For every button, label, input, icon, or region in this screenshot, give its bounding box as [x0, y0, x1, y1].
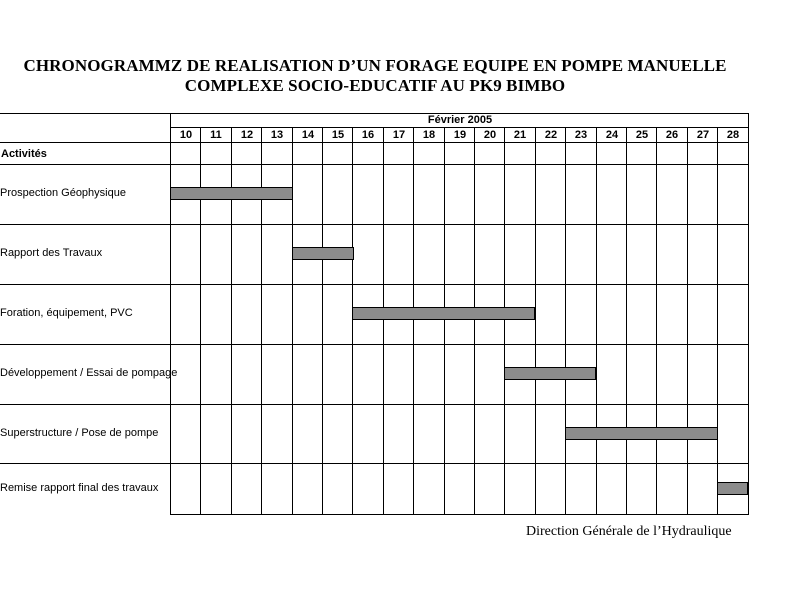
day-header-20: 20: [483, 129, 497, 141]
footer-signature: Direction Générale de l’Hydraulique: [526, 524, 732, 539]
activities-header: Activités: [1, 148, 47, 160]
grid-line-col-10: [474, 127, 475, 515]
grid-line-col-18: [717, 127, 718, 515]
grid-line-col-15: [626, 127, 627, 515]
grid-line-label-col: [170, 113, 171, 515]
day-header-14: 14: [301, 129, 315, 141]
gantt-bar: [170, 187, 293, 200]
grid-line-col-5: [322, 127, 323, 515]
day-header-17: 17: [392, 129, 406, 141]
activity-label: Remise rapport final des travaux: [0, 482, 159, 494]
activity-label: Prospection Géophysique: [0, 187, 126, 199]
gantt-bar: [352, 307, 535, 320]
grid-line-col-17: [687, 127, 688, 515]
day-header-27: 27: [696, 129, 710, 141]
grid-line-col-6: [352, 127, 353, 515]
grid-line-col-7: [383, 127, 384, 515]
day-header-21: 21: [513, 129, 527, 141]
grid-line-row-4: [0, 404, 749, 405]
grid-line-col-13: [565, 127, 566, 515]
gantt-bar: [565, 427, 718, 440]
day-header-26: 26: [665, 129, 679, 141]
gantt-bar: [292, 247, 354, 260]
grid-line-row-3: [0, 344, 749, 345]
day-header-12: 12: [240, 129, 254, 141]
gantt-bar: [717, 482, 748, 495]
day-header-23: 23: [574, 129, 588, 141]
grid-line-row-2: [0, 284, 749, 285]
grid-line-right: [748, 113, 749, 515]
day-header-16: 16: [361, 129, 375, 141]
gantt-table: [0, 113, 749, 515]
month-header: Février 2005: [427, 114, 493, 126]
grid-line-row-0: [0, 164, 749, 165]
day-header-13: 13: [270, 129, 284, 141]
document-title-line1: CHRONOGRAMMZ DE REALISATION D’UN FORAGE EQUIPE EN POMPE MANUELLE: [23, 56, 727, 75]
day-header-22: 22: [544, 129, 558, 141]
grid-line-bottom: [171, 514, 749, 515]
day-header-11: 11: [210, 129, 222, 141]
grid-line-col-1: [200, 127, 201, 515]
grid-line-col-4: [292, 127, 293, 515]
grid-line-col-3: [261, 127, 262, 515]
activity-label: Développement / Essai de pompage: [0, 367, 178, 379]
day-header-15: 15: [331, 129, 345, 141]
grid-line-col-14: [596, 127, 597, 515]
grid-line-col-11: [504, 127, 505, 515]
day-header-10: 10: [179, 129, 193, 141]
grid-line-row-5: [0, 463, 749, 464]
gantt-bar: [504, 367, 596, 380]
grid-line-row-1: [0, 224, 749, 225]
day-header-19: 19: [453, 129, 467, 141]
grid-line-col-16: [656, 127, 657, 515]
grid-line-col-8: [413, 127, 414, 515]
day-header-25: 25: [635, 129, 649, 141]
activity-label: Superstructure / Pose de pompe: [0, 427, 159, 439]
activity-label: Rapport des Travaux: [0, 247, 103, 259]
grid-line-top: [0, 113, 749, 114]
grid-line-col-2: [231, 127, 232, 515]
day-header-28: 28: [726, 129, 740, 141]
grid-line-col-9: [444, 127, 445, 515]
grid-line-col-12: [535, 127, 536, 515]
document-title-line2: COMPLEXE SOCIO-EDUCATIF AU PK9 BIMBO: [184, 76, 566, 95]
day-header-18: 18: [422, 129, 436, 141]
day-header-24: 24: [605, 129, 619, 141]
activity-label: Foration, équipement, PVC: [0, 307, 133, 319]
